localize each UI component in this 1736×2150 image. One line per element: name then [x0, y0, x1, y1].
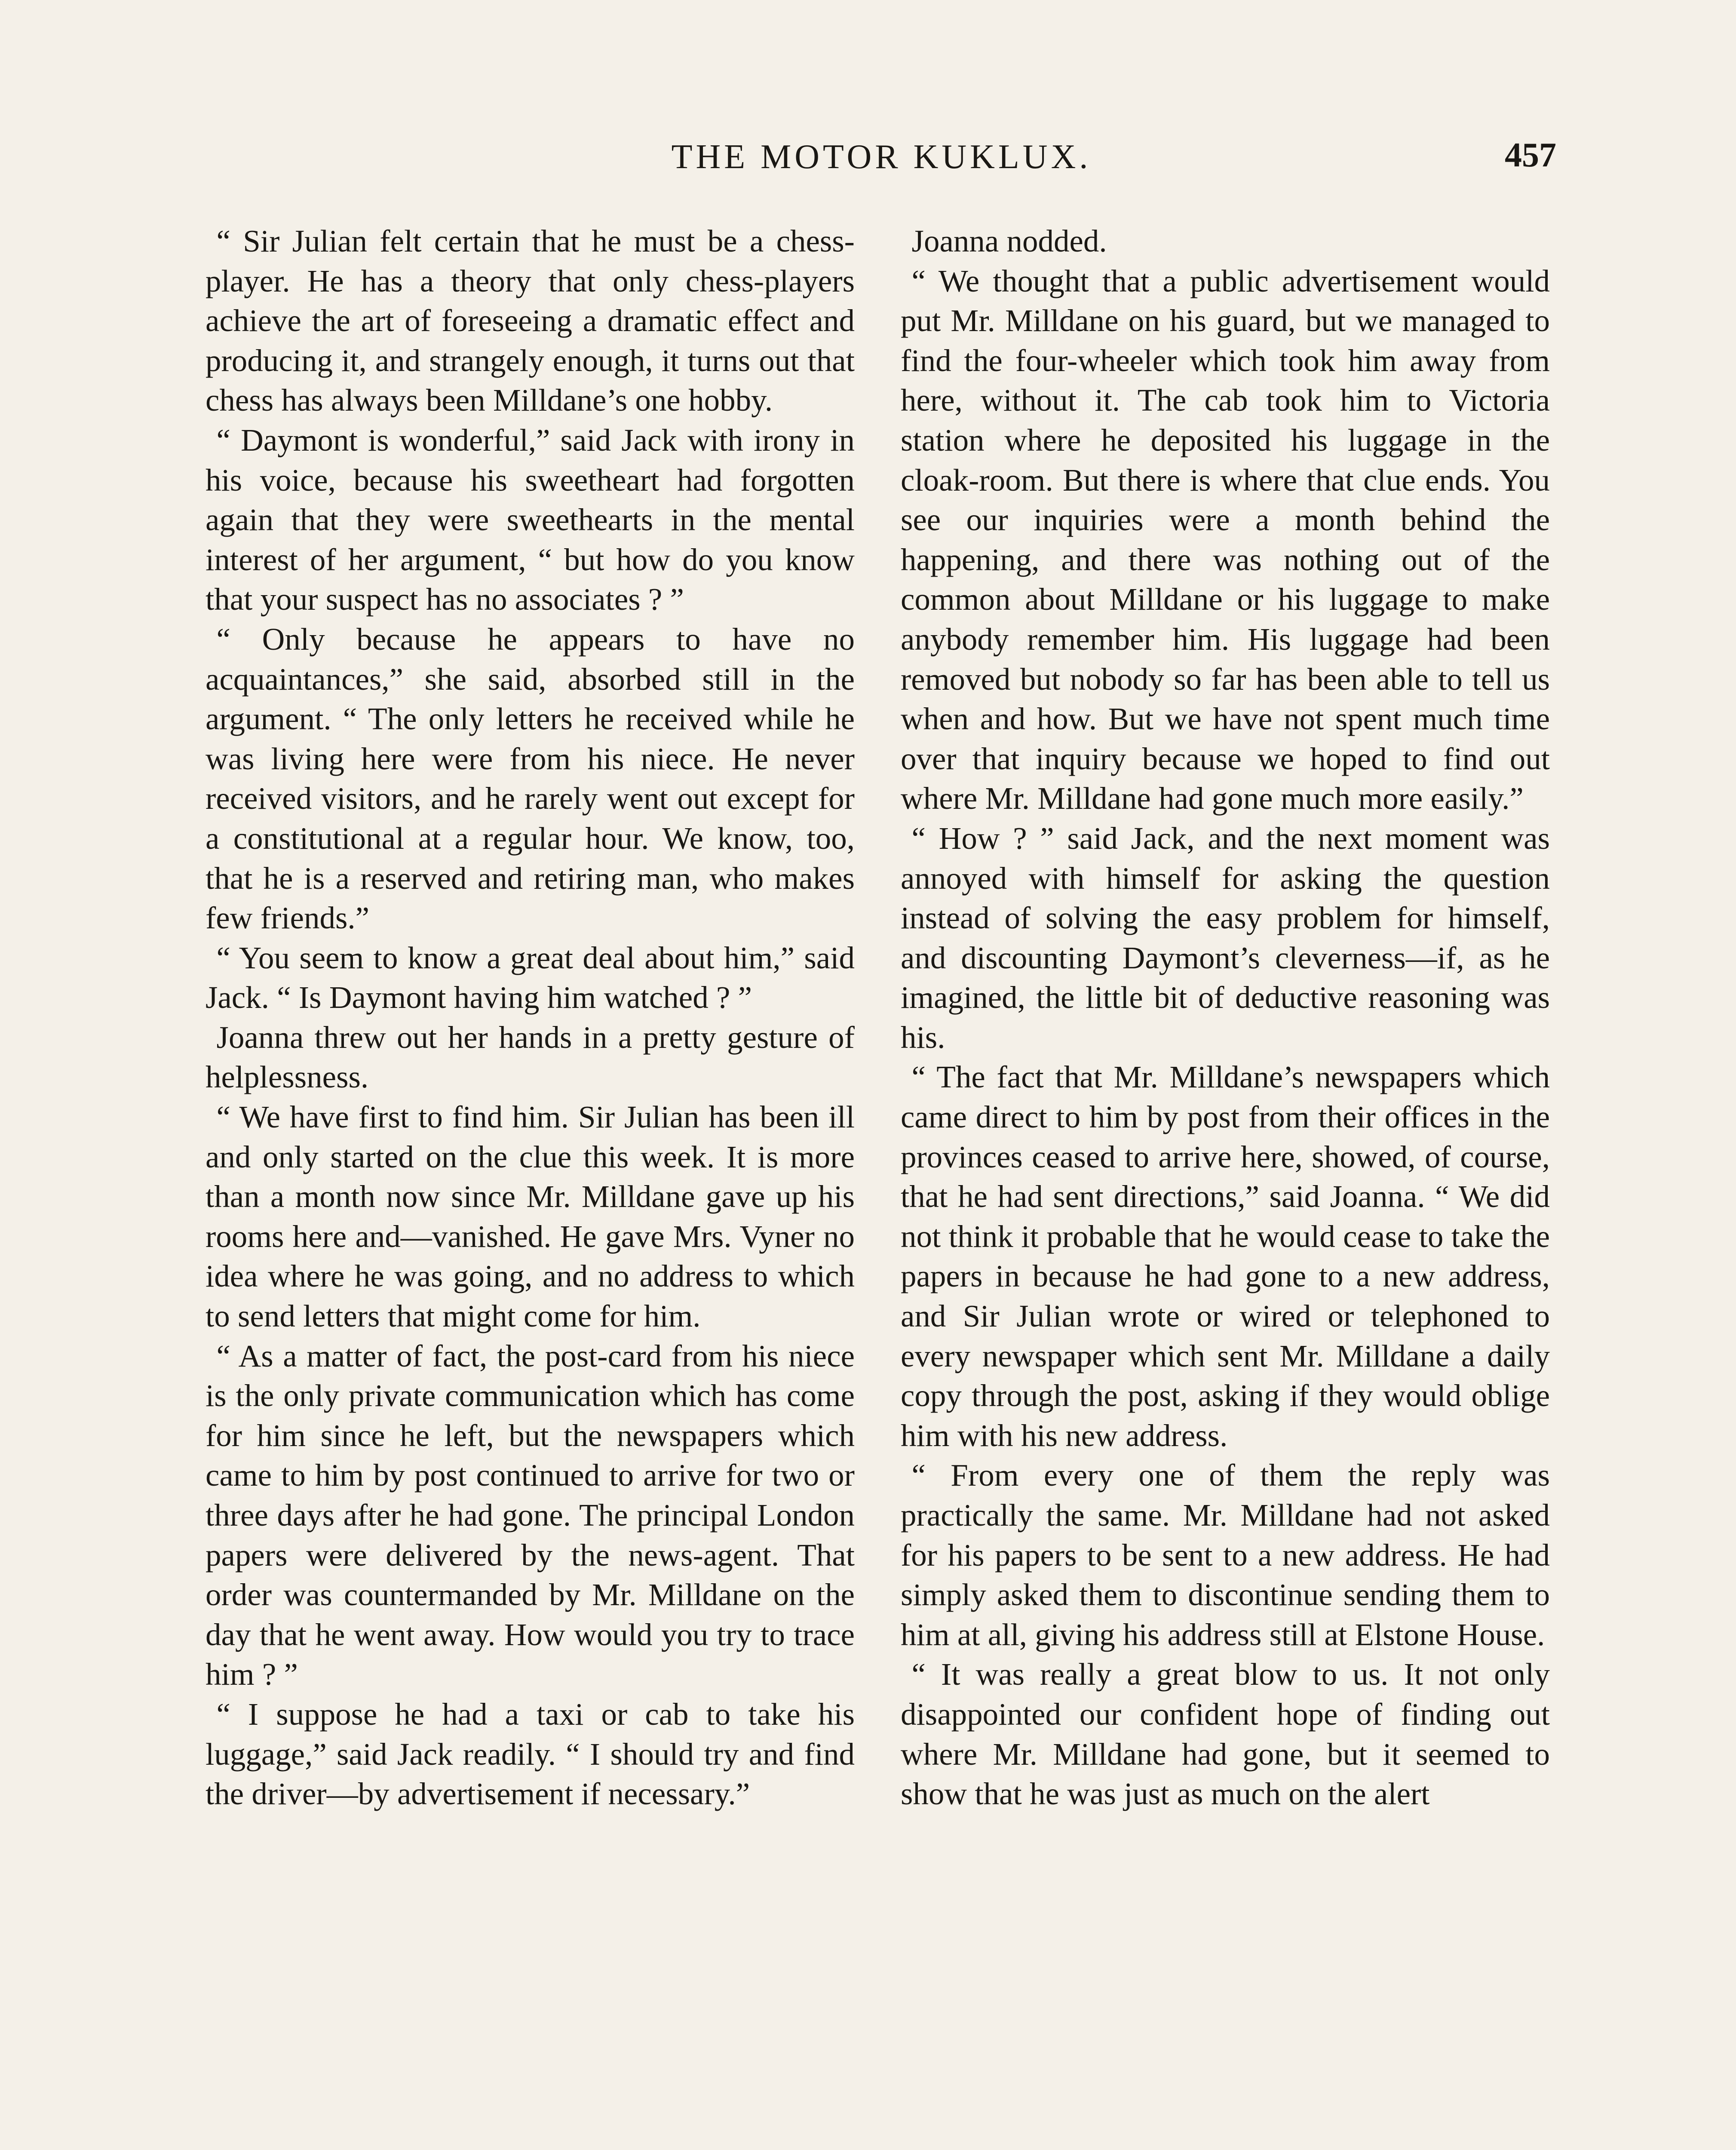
paragraph: “ From every one of them the reply was practically the same. Mr. Milldane had not asked for his papers to be sent to a new address. He had simply asked them to discontinue sending them to him at all, giving his address still at Elstone House. [901, 1458, 1550, 1652]
paragraph: Joanna threw out her hands in a pretty gesture of helplessness. [205, 1020, 855, 1095]
paragraph: “ The fact that Mr. Milldane’s newspapers which came direct to him by post from their offices in the provinces ceased to arrive here, showed, of course, that he had sent directions,” said Joanna. “ We did not think it probable that he would cease to take the papers in because he had gone to a new address, and Sir Julian wrote or wired or telephoned to every newspaper which sent Mr. Milldane a daily copy through the post, asking if they would oblige him with his new address. [901, 1060, 1550, 1453]
paragraph: Joanna nodded. [911, 224, 1107, 258]
paragraph: “ As a matter of fact, the post-card from his niece is the only private communication which has come for him since he left, but the newspapers which came to him by post continued to arrive for two or three days after he had gone. The principal London papers were delivered by the news-agent. That order was countermanded by Mr. Milldane on the day that he went away. How would you try to trace him ? ” [205, 1338, 855, 1692]
left-column [205, 221, 855, 1814]
paragraph: “ I suppose he had a taxi or cab to take his luggage,” said Jack readily. “ I should try and find the driver—by advertisement if necessary.” [205, 1696, 855, 1812]
right-column [901, 221, 1550, 1814]
paragraph: “ It was really a great blow to us. It not only disappointed our confident hope of finding out where Mr. Milldane had gone, but it seemed to show that he was just as much on the alert [901, 1657, 1550, 1812]
paragraph: “ We have first to find him. Sir Julian has been ill and only started on the clue this week. It is more than a month now since Mr. Milldane gave up his rooms here and—vanished. He gave Mrs. Vyner no idea where he was going, and no address to which to send letters that might come for him. [205, 1100, 855, 1334]
paragraph: “ You seem to know a great deal about him,” said Jack. “ Is Daymont having him watched ? ” [205, 940, 855, 1015]
paragraph: “ How ? ” said Jack, and the next moment was annoyed with himself for asking the question instead of solving the easy problem for himself, and discounting Daymont’s cleverness—if, as he imagined, the little bit of deductive reasoning was his. [901, 820, 1550, 1055]
paragraph: “ Only because he appears to have no acquaintances,” she said, absorbed still in the argument. “ The only letters he received while he was living here were from his niece. He never received visitors, and he rarely went out except for a constitutional at a regular hour. We know, too, that he is a reserved and retiring man, who makes few friends.” [205, 621, 855, 936]
paragraph: “ We thought that a public advertisement would put Mr. Milldane on his guard, but we managed to find the four-wheeler which took him away from here, without it. The cab took him to Victoria station where he deposited his luggage in the cloak-room. But there is where that clue ends. You see our inquiries were a month behind the happening, and there was nothing out of the common about Milldane or his luggage to make anybody remember him. His luggage had been removed but nobody so far has been able to tell us when and how. But we have not spent much time over that inquiry because we hoped to find out where Mr. Milldane had gone much more easily.” [901, 263, 1550, 816]
page-number: 457 [1505, 136, 1556, 174]
paragraph: “ Sir Julian felt certain that he must be a chess-player. He has a theory that only chess-players achieve the art of foreseeing a dramatic effect and producing it, and strangely enough, it turns out that chess has always been Milldane’s one hobby. [205, 224, 855, 418]
running-title: THE MOTOR KUKLUX. [671, 138, 1092, 176]
page-header [206, 138, 1556, 189]
paragraph: “ Daymont is wonderful,” said Jack with irony in his voice, because his sweetheart had forgotten again that they were sweethearts in the mental interest of her argument, “ but how do you know that your suspect has no associates ? ” [205, 422, 855, 617]
